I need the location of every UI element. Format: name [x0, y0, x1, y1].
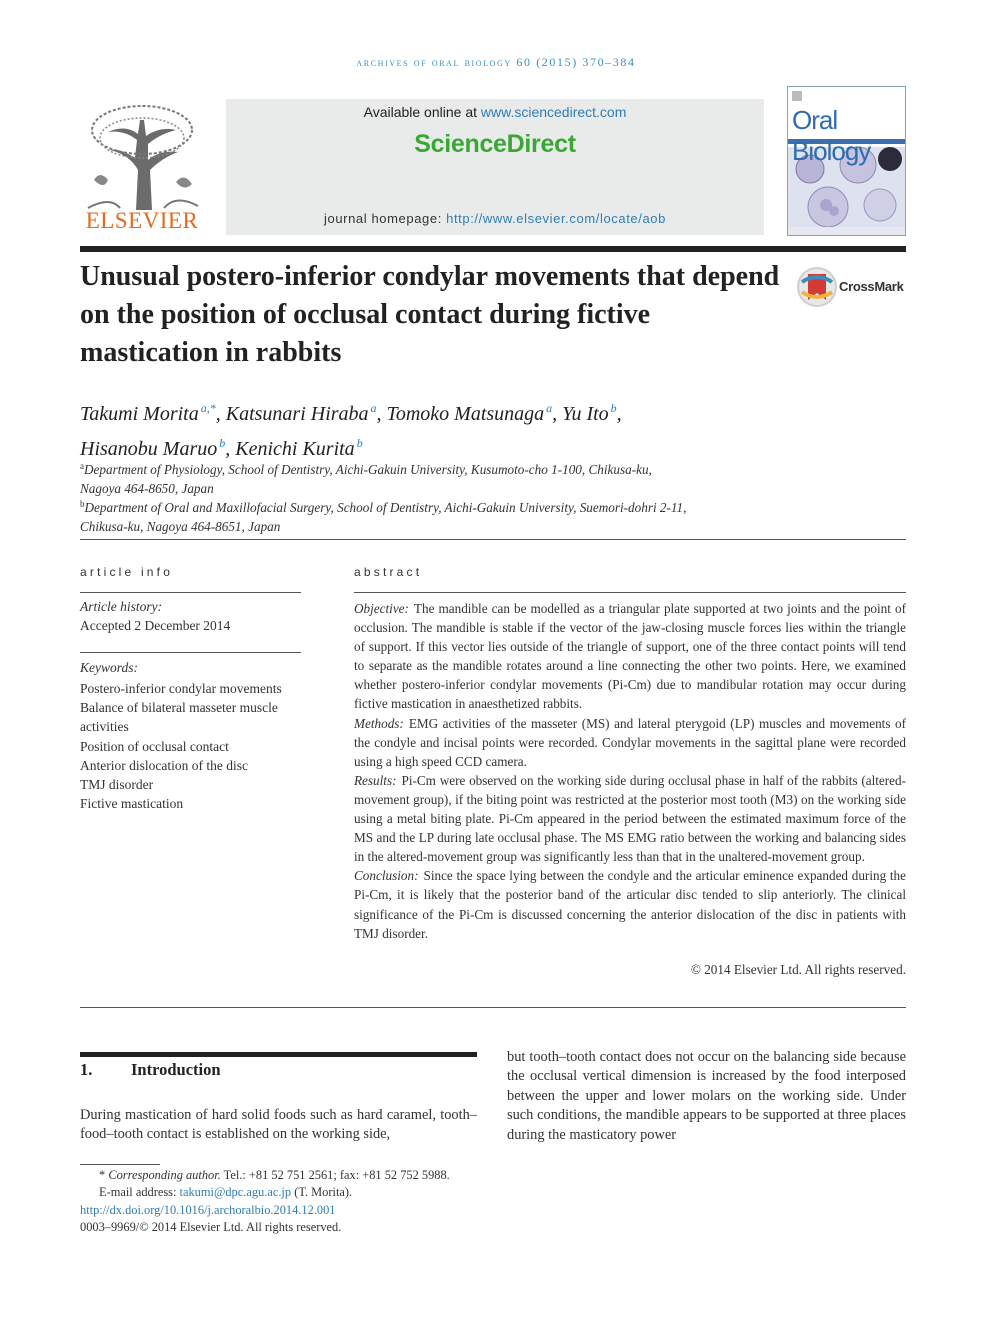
- abstract-section-label: Methods:: [354, 715, 404, 731]
- footnotes: [80, 1167, 500, 1237]
- author[interactable]: [226, 403, 377, 425]
- affiliation-line: Chikusa-ku, Nagoya 464-8651, Japan: [80, 519, 281, 534]
- author-name: Tomoko Matsunaga: [386, 403, 545, 425]
- section-heading-introduction: [80, 1060, 221, 1080]
- keyword: Anterior dislocation of the disc: [80, 757, 248, 773]
- affiliation-b: [80, 495, 906, 536]
- issn-line: 0003–9969/© 2014 Elsevier Ltd. All rights reserved.: [80, 1220, 342, 1235]
- abstract-copyright: © 2014 Elsevier Ltd. All rights reserved.: [690, 962, 906, 977]
- author-affil-mark[interactable]: b: [356, 436, 363, 450]
- elsevier-wordmark: ELSEVIER: [85, 208, 199, 233]
- author-separator: ,: [616, 403, 622, 425]
- abstract-section-text: EMG activities of the masseter (MS) and lateral pterygoid (LP) muscles and movements of the condyle and incisal points were recorded. Condylar movements in the sagittal plane were recorded using a high speed CCD camera.: [354, 715, 906, 769]
- abstract-body: [354, 599, 906, 943]
- cover-title: Oral Biology: [792, 105, 871, 166]
- author[interactable]: [80, 403, 216, 425]
- author-name: Takumi Morita: [80, 403, 199, 425]
- section-rule: [80, 1052, 477, 1057]
- crossmark-label: CrossMark: [839, 279, 904, 294]
- intro-paragraph-right: but tooth–tooth contact does not occur on the balancing side because the occlusal vertical dimension is increased by the food interposed between the upper and lower molars on the working side. Under such conditions, the mandible appears to be supported at three places during the masticatory power: [507, 1049, 906, 1143]
- abstract-section-label: Objective:: [354, 601, 409, 616]
- author-name: Kenichi Kurita: [235, 438, 355, 460]
- footnote-mark: *: [99, 1168, 106, 1182]
- abstract-bottom-rule: [80, 1007, 906, 1008]
- keyword: TMJ disorder: [80, 777, 154, 793]
- abstract-section-label: Results:: [354, 772, 397, 788]
- author-list: [80, 394, 906, 464]
- journal-homepage-line: [226, 211, 764, 226]
- keyword: Postero-inferior condylar movements: [80, 681, 282, 696]
- header-rule: [80, 246, 906, 252]
- sciencedirect-link[interactable]: www.sciencedirect.com: [480, 104, 627, 120]
- abstract-section-text: The mandible can be modelled as a triangular plate supported at two joints and the point of occlusion. The mandible is stable if the vector of the jaw-closing muscle forces lies within the triangle of support. If this vector lies outside of the triangle of support, one of the three contact points will tend to separate as the mandible rotates around a line connecting the other two points. Here, we examined whether postero-inferior condylar movements (Pi-Cm) due to mandibular rotation may occur during fictive mastication in anaesthetized rabbits.: [354, 601, 906, 712]
- sciencedirect-logo[interactable]: ScienceDirect: [414, 130, 576, 158]
- abstract-section-label: Conclusion:: [354, 868, 419, 884]
- email-label: E-mail address:: [99, 1185, 177, 1200]
- doi-link[interactable]: http://dx.doi.org/10.1016/j.archoralbio.2014.12.001: [80, 1202, 336, 1217]
- footnote-rule: [80, 1164, 160, 1165]
- article-history-label: Article history:: [80, 599, 163, 614]
- keyword: Position of occlusal contact: [80, 738, 229, 754]
- corresponding-author-note: [80, 1167, 500, 1184]
- available-prefix: Available online at: [363, 104, 477, 120]
- journal-homepage-link[interactable]: http://www.elsevier.com/locate/aob: [446, 211, 666, 226]
- keywords-rule: [80, 652, 301, 653]
- author[interactable]: [387, 403, 553, 425]
- abstract-section-text: Pi-Cm were observed on the working side during occlusal phase in half of the rabbits (altered-movement group), if the biting point was restricted at the posterior most tooth (M3) on the working side using a metal biting plate. Pi-Cm appeared in the period between the estimated maximum force of the MS and the LP during late occlusal phase. The MS EMG ratio between the working and balancing sides in the altered-movement group was significantly less than that in the unaltered-movement group.: [354, 772, 906, 865]
- doi-line: [80, 1202, 500, 1219]
- email-suffix: (T. Morita).: [294, 1185, 353, 1200]
- author-name: Katsunari Hiraba: [225, 403, 369, 425]
- email-note: [80, 1184, 500, 1201]
- contact-numbers: Tel.: +81 52 751 2561; fax: +81 52 752 5988.: [223, 1168, 450, 1182]
- author-affil-mark[interactable]: b: [610, 401, 617, 415]
- article-title: Unusual postero-inferior condylar movements that depend on the position of occlusal contact during fictive mastication in rabbits: [80, 261, 780, 368]
- author-affil-mark[interactable]: a,*: [200, 401, 216, 415]
- elsevier-tree-icon: [80, 100, 204, 212]
- affiliation-mark: a: [80, 461, 84, 471]
- author-separator: ,: [376, 403, 387, 425]
- author-affil-mark[interactable]: a: [370, 401, 377, 415]
- keywords-label: Keywords:: [80, 660, 138, 675]
- crossmark-icon: [796, 266, 838, 308]
- abstract-results: [354, 771, 906, 866]
- journal-cover[interactable]: [787, 86, 906, 236]
- section-number: 1.: [80, 1060, 93, 1079]
- affiliation-line: Department of Physiology, School of Dentistry, Aichi-Gakuin University, Kusumoto-cho 1-100, Chikusa-ku,: [84, 462, 652, 477]
- corresponding-label: Corresponding author.: [108, 1168, 221, 1182]
- elsevier-logo[interactable]: [80, 100, 204, 234]
- author[interactable]: [562, 403, 617, 425]
- author-name: Yu Ito: [562, 403, 609, 425]
- keywords-list: [80, 679, 306, 813]
- abstract-rule: [354, 592, 906, 593]
- intro-paragraph-left: During mastication of hard solid foods such as hard caramel, tooth–food–tooth contact is established on the working side,: [80, 1107, 477, 1143]
- article-info-heading: article info: [80, 565, 174, 579]
- author-affil-mark[interactable]: a: [546, 401, 553, 415]
- accepted-date: Accepted 2 December 2014: [80, 618, 231, 633]
- homepage-prefix: journal homepage:: [324, 211, 442, 226]
- abstract-heading: abstract: [354, 565, 423, 579]
- affiliation-line: Department of Oral and Maxillofacial Surgery, School of Dentistry, Aichi-Gakuin University, Suemori-dohri 2-11,: [84, 500, 687, 515]
- journal-citation-line: archives of oral biology 60 (2015) 370–384: [356, 55, 636, 69]
- affiliation-line: Nagoya 464-8650, Japan: [80, 481, 214, 496]
- author-name: Hisanobu Maruo: [80, 438, 218, 460]
- email-link[interactable]: takumi@dpc.agu.ac.jp: [179, 1185, 292, 1200]
- available-online-line: [226, 104, 764, 120]
- author-separator: ,: [225, 438, 236, 460]
- abstract-methods: [354, 714, 906, 771]
- section-title: Introduction: [131, 1060, 221, 1079]
- abstract-objective: [354, 599, 906, 714]
- author-separator: ,: [215, 403, 226, 425]
- affiliation-mark: b: [80, 499, 85, 509]
- keyword: Balance of bilateral masseter muscle activities: [80, 700, 278, 735]
- affiliation-rule: [80, 539, 906, 540]
- author-affil-mark[interactable]: b: [219, 436, 226, 450]
- article-info-rule: [80, 592, 301, 593]
- keyword: Fictive mastication: [80, 796, 184, 812]
- abstract-section-text: Since the space lying between the condyle and the articular eminence expanded during the Pi-Cm, it is likely that the posterior band of the articular disc tended to slip anteriorly. The clinical significance of the Pi-Cm is discussed concerning the anterior dislocation of the disc in patients with TMJ disorder.: [354, 868, 906, 941]
- abstract-conclusion: [354, 866, 906, 942]
- affiliation-a: [80, 457, 906, 498]
- author-separator: ,: [552, 403, 563, 425]
- crossmark-badge[interactable]: [796, 266, 908, 308]
